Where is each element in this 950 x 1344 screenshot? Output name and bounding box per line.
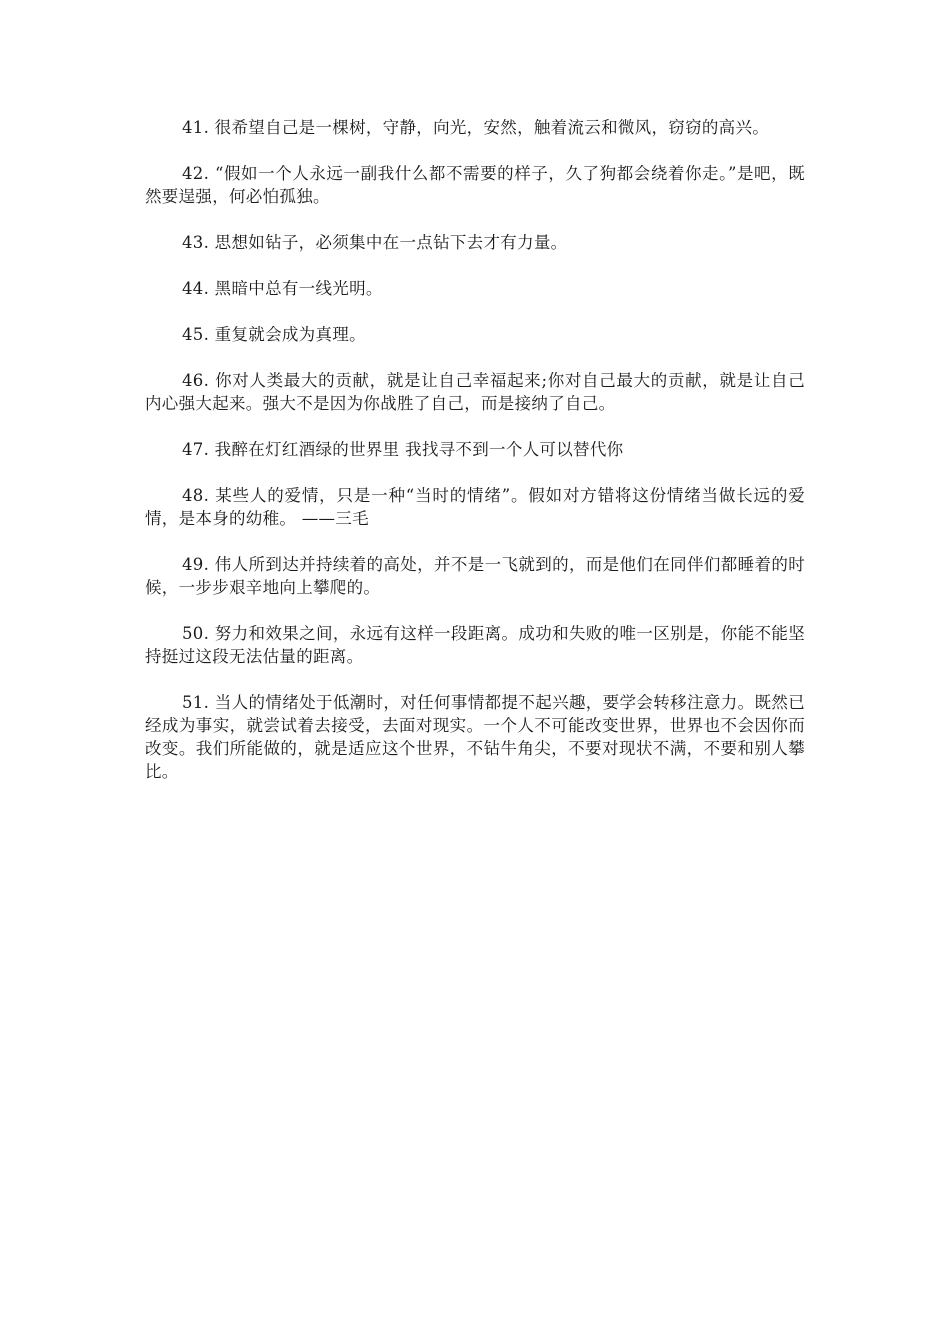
quote-paragraph-50: 50. 努力和效果之间，永远有这样一段距离。成功和失败的唯一区别是，你能不能坚持挺过这段无法估量的距离。 — [145, 624, 805, 666]
quote-paragraph-45: 45. 重复就会成为真理。 — [182, 325, 366, 344]
quote-paragraph-43: 43. 思想如钻子，必须集中在一点钻下去才有力量。 — [182, 233, 568, 252]
quote-paragraph-46: 46. 你对人类最大的贡献，就是让自己幸福起来;你对自己最大的贡献，就是让自己内心强大起来。强大不是因为你战胜了自己，而是接纳了自己。 — [145, 371, 805, 413]
quote-paragraph-42: 42. “假如一个人永远一副我什么都不需要的样子，久了狗都会绕着你走。”是吧，既然要逞强，何必怕孤独。 — [145, 164, 805, 206]
quote-paragraph-48: 48. 某些人的爱情，只是一种“当时的情绪”。假如对方错将这份情绪当做长远的爱情，是本身的幼稚。 ——三毛 — [145, 486, 805, 528]
quote-paragraph-49: 49. 伟人所到达并持续着的高处，并不是一飞就到的，而是他们在同伴们都睡着的时候，一步步艰辛地向上攀爬的。 — [145, 555, 805, 597]
quote-paragraph-44: 44. 黑暗中总有一线光明。 — [182, 279, 383, 298]
document-body — [145, 116, 805, 806]
quote-paragraph-47: 47. 我醉在灯红酒绿的世界里 我找寻不到一个人可以替代你 — [182, 440, 624, 459]
quote-paragraph-41: 41. 很希望自己是一棵树，守静，向光，安然，触着流云和微风，窃窃的高兴。 — [182, 118, 770, 137]
quote-paragraph-51: 51. 当人的情绪处于低潮时，对任何事情都提不起兴趣，要学会转移注意力。既然已经成为事实，就尝试着去接受，去面对现实。一个人不可能改变世界，世界也不会因你而改变。我们所能做的，就是适应这个世界，不钻牛角尖，不要对现状不满，不要和别人攀比。 — [145, 693, 805, 781]
